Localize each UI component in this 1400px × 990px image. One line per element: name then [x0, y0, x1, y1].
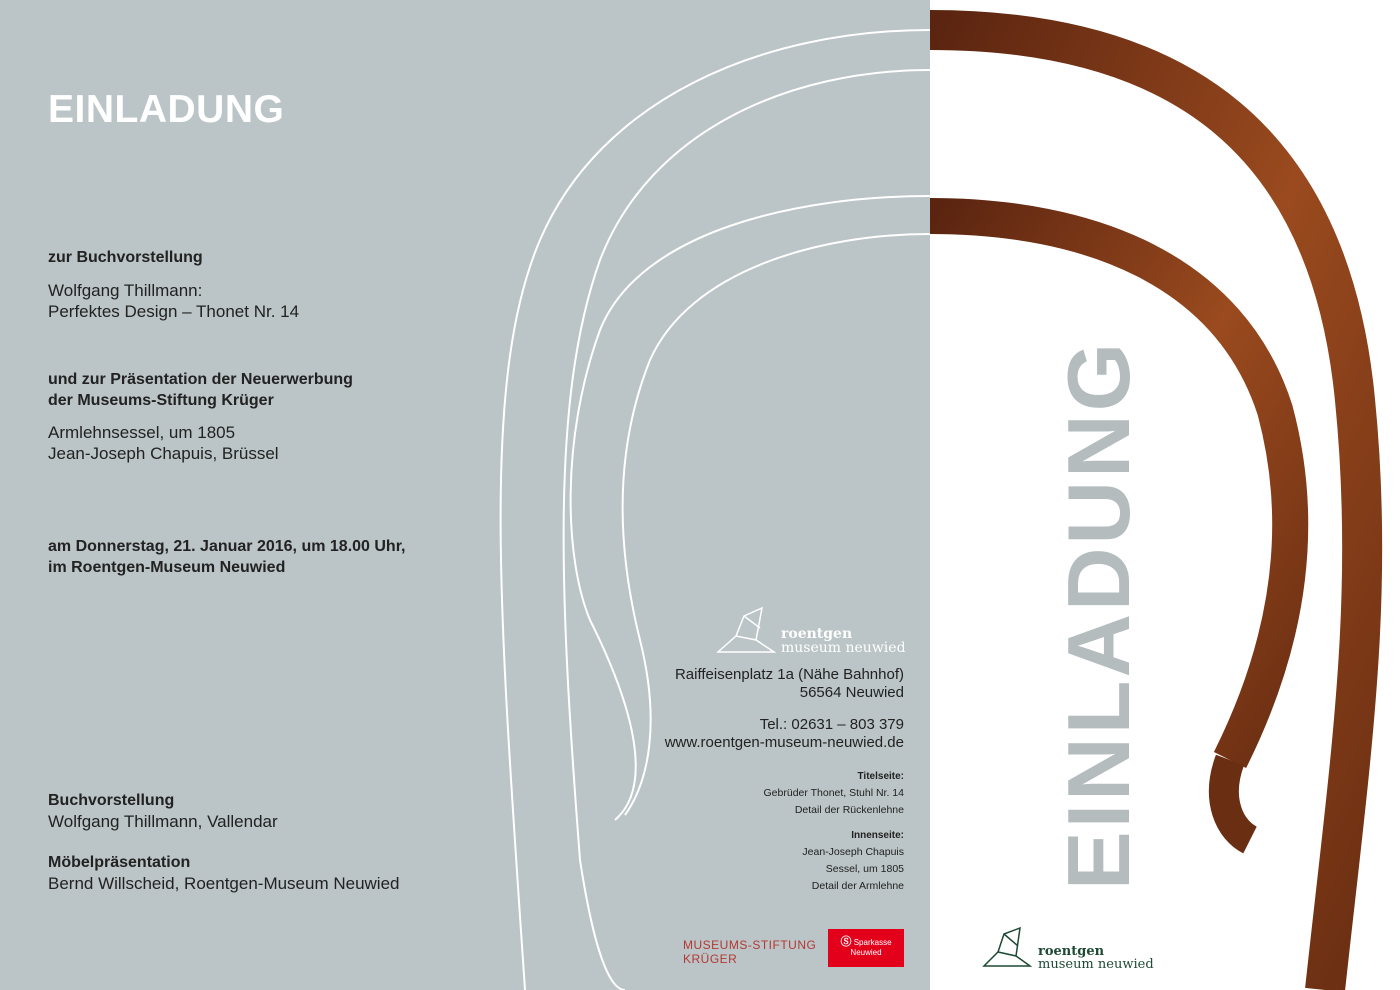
museum-logo-cover	[982, 926, 1182, 972]
cover-credit-line-2: Detail der Rückenlehne	[794, 804, 904, 816]
speaker-2	[48, 852, 400, 894]
speaker-1	[48, 790, 278, 832]
address-street: Raiffeisenplatz 1a (Nähe Bahnhof)	[674, 666, 904, 683]
event-date-line-2: im Roentgen-Museum Neuwied	[48, 559, 286, 576]
vertical-invitation-title: EINLADUNG	[1049, 339, 1148, 890]
museum-logo	[716, 606, 906, 658]
presentation-heading	[48, 369, 353, 411]
book-details	[48, 280, 299, 322]
speaker-2-name: Bernd Willscheid, Roentgen-Museum Neuwied	[48, 874, 400, 893]
event-date-line-1: am Donnerstag, 21. Januar 2016, um 18.00 Uhr,	[48, 538, 406, 555]
stiftung-line-2: KRÜGER	[683, 952, 738, 966]
book-title: Perfektes Design – Thonet Nr. 14	[48, 302, 300, 321]
museum-contact	[665, 716, 904, 752]
cover-panel	[930, 0, 1400, 990]
stiftung-line-1: MUSEUMS-STIFTUNG	[683, 938, 817, 952]
speaker-1-role: Buchvorstellung	[48, 792, 175, 809]
invitation-title: EINLADUNG	[48, 88, 285, 131]
book-author: Wolfgang Thillmann:	[48, 281, 203, 300]
website-link[interactable]: www.roentgen-museum-neuwied.de	[664, 734, 904, 751]
speaker-2-role: Möbelpräsentation	[48, 854, 191, 871]
museum-logo-icon	[716, 606, 776, 656]
inside-credit-heading: Innenseite:	[851, 830, 904, 841]
phone-number: Tel.: 02631 – 803 379	[759, 716, 904, 733]
image-credits	[764, 768, 904, 895]
speaker-1-name: Wolfgang Thillmann, Vallendar	[48, 812, 278, 831]
event-date	[48, 536, 406, 578]
object-maker: Jean-Joseph Chapuis, Brüssel	[48, 444, 279, 463]
sparkasse-line-2: Neuwied	[850, 948, 882, 957]
presentation-line-2: der Museums-Stiftung Krüger	[48, 392, 274, 409]
bentwood-chair-photo	[930, 0, 1400, 990]
stiftung-logo	[683, 938, 816, 966]
cover-credit-heading: Titelseite:	[857, 771, 904, 782]
address-city: 56564 Neuwied	[799, 684, 904, 701]
museum-logo-line-2: museum neuwied	[781, 640, 906, 656]
inside-credit-line-2: Sessel, um 1805	[825, 863, 904, 875]
cover-logo-line-2: museum neuwied	[1038, 957, 1154, 972]
presentation-line-1: und zur Präsentation der Neuerwerbung	[48, 371, 353, 388]
sparkasse-logo	[828, 929, 904, 967]
book-intro: zur Buchvorstellung	[48, 249, 203, 266]
cover-logo-line-1: roentgen	[1038, 944, 1105, 959]
museum-logo-line-1: roentgen	[781, 626, 853, 642]
sparkasse-line-1: Sparkasse	[853, 938, 892, 947]
cover-credit-line-1: Gebrüder Thonet, Stuhl Nr. 14	[763, 787, 904, 799]
inside-credit-line-1: Jean-Joseph Chapuis	[802, 846, 904, 858]
object-name: Armlehnsessel, um 1805	[48, 423, 236, 442]
sparkasse-s-icon: Ⓢ	[840, 936, 852, 948]
museum-address	[675, 666, 904, 702]
object-details	[48, 422, 279, 464]
inside-credit-line-3: Detail der Armlehne	[811, 880, 904, 892]
museum-logo-cover-icon	[982, 926, 1032, 970]
